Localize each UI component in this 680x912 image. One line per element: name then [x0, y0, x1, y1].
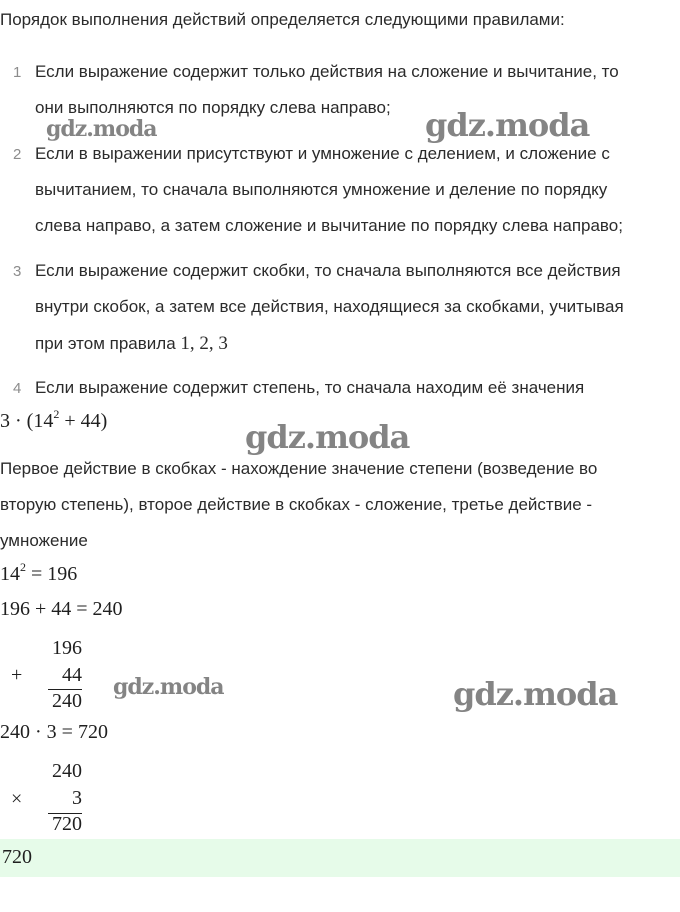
list-item-text: при этом правила	[35, 334, 181, 353]
watermark: gdz.moda	[425, 106, 590, 144]
list-item-line: Если выражение содержит скобки, то сначала выполняются все действия	[35, 261, 621, 280]
plus-sign: +	[11, 664, 23, 686]
addend-top: 196	[52, 637, 82, 659]
explanation-line: умножение	[0, 531, 88, 550]
times-sign: ×	[11, 788, 23, 810]
list-item-number: 4	[13, 380, 22, 397]
list-item-line: Если выражение содержит степень, то сначала находим её значения	[35, 378, 585, 397]
expression: $3 \cdot (14^2 + 44)$	[0, 407, 108, 432]
list-item-line: вычитанием, то сначала выполняются умножение и деление по порядку	[35, 180, 608, 199]
explanation-line: вторую степень), второе действие в скобках - сложение, третье действие -	[0, 495, 593, 514]
rule-numbers: 1, 2, 3	[180, 333, 228, 354]
list-item-number: 1	[13, 64, 22, 81]
addend-bottom: 44	[62, 664, 82, 686]
list-item-line: слева направо, а затем сложение и вычитание по порядку слева направо;	[35, 216, 623, 235]
watermark: gdz.moda	[453, 675, 618, 713]
list-item-line: Если в выражении присутствуют и умножение с делением, и сложение с	[35, 144, 610, 163]
factor-top: 240	[52, 760, 82, 782]
step-addition: 196 + 44 = 240	[0, 598, 123, 620]
list-item-number: 3	[13, 263, 22, 280]
watermark: gdz.moda	[113, 674, 224, 700]
list-item-line: Если выражение содержит только действия на сложение и вычитание, то	[35, 62, 619, 81]
factor-bottom: 3	[72, 787, 82, 809]
product-result: 720	[52, 813, 82, 835]
explanation-line: Первое действие в скобках - нахождение значение степени (возведение во	[0, 459, 598, 478]
list-item-line: они выполняются по порядку слева направо;	[35, 98, 391, 117]
list-item-line	[35, 333, 228, 355]
answer-box	[0, 839, 680, 877]
sum-result: 240	[52, 690, 82, 712]
intro-text: Порядок выполнения действий определяется следующими правилами:	[0, 10, 565, 29]
watermark: gdz.moda	[245, 418, 410, 456]
list-item-number: 2	[13, 146, 22, 163]
list-item-line: внутри скобок, а затем все действия, находящиеся за скобками, учитывая	[35, 297, 624, 316]
watermark: gdz.moda	[46, 116, 157, 142]
answer-value: 720	[2, 846, 32, 868]
step-multiplication: 240 · 3 = 720	[0, 721, 108, 743]
step-power: $14^2 = 196$	[0, 560, 78, 585]
